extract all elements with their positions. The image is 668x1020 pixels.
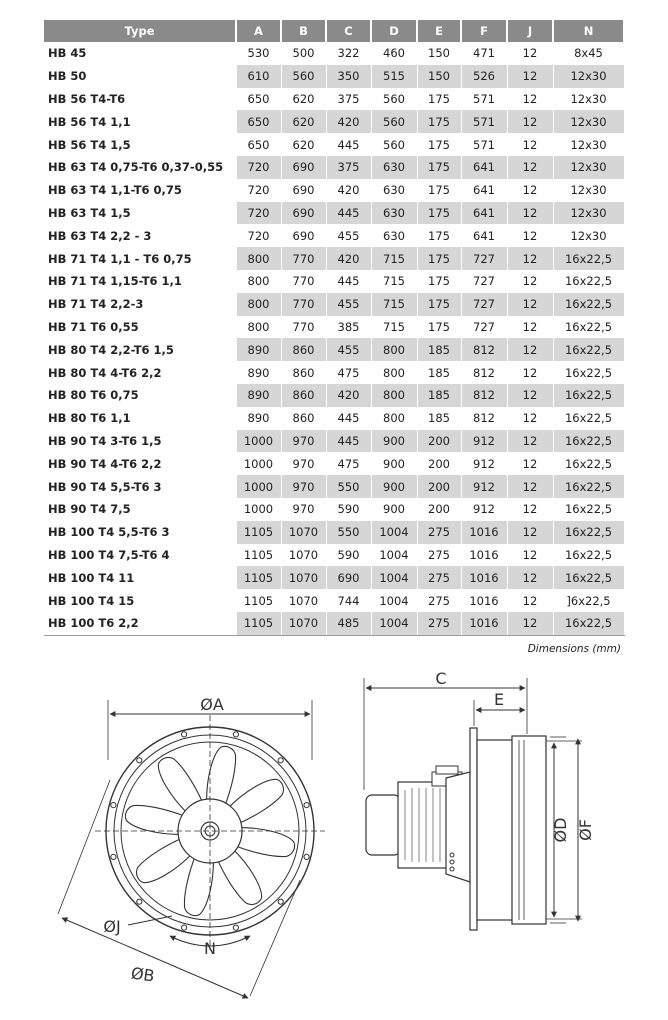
- dimension-cell: 185: [417, 407, 461, 430]
- dimension-cell: 12: [507, 498, 553, 521]
- table-row: [44, 179, 624, 202]
- dimension-cell: 12x30: [553, 88, 624, 111]
- dimension-cell: 375: [326, 88, 371, 111]
- dimension-cell: 12: [507, 316, 553, 339]
- dimension-cell: 16x22,5: [553, 498, 624, 521]
- dimension-cell: 812: [461, 407, 507, 430]
- dimension-cell: 12: [507, 430, 553, 453]
- bolt-hole: [233, 732, 238, 737]
- bolt-hole: [137, 758, 142, 763]
- dimension-cell: 970: [281, 475, 326, 498]
- dimension-cell: 720: [236, 202, 281, 225]
- dimension-cell: 860: [281, 384, 326, 407]
- dimension-cell: 970: [281, 430, 326, 453]
- dimension-cell: 727: [461, 247, 507, 270]
- dimension-cell: 455: [326, 224, 371, 247]
- label-c: C: [435, 669, 447, 688]
- table-row: [44, 270, 624, 293]
- dimension-cell: 800: [371, 384, 417, 407]
- dimension-cell: 12: [507, 224, 553, 247]
- dimension-cell: 620: [281, 110, 326, 133]
- dimension-cell: 12: [507, 589, 553, 612]
- type-cell: HB 100 T4 11: [44, 566, 236, 589]
- fan-blade: [181, 854, 217, 918]
- dimension-cell: 12: [507, 452, 553, 475]
- label-diameter-j: ØJ: [103, 917, 121, 936]
- dimension-cell: 590: [326, 544, 371, 567]
- type-cell: HB 100 T4 7,5-T6 4: [44, 544, 236, 567]
- dimension-cell: 175: [417, 293, 461, 316]
- table-row: [44, 589, 624, 612]
- dimension-cell: 460: [371, 42, 417, 65]
- dimension-cell: 12: [507, 521, 553, 544]
- dimension-cell: 1016: [461, 566, 507, 589]
- dimension-cell: 1004: [371, 521, 417, 544]
- dimension-cell: 560: [281, 65, 326, 88]
- dimension-cell: 690: [281, 202, 326, 225]
- dimension-cell: 445: [326, 202, 371, 225]
- dimension-cell: 200: [417, 430, 461, 453]
- dimension-cell: 890: [236, 361, 281, 384]
- type-cell: HB 56 T4 1,5: [44, 133, 236, 156]
- label-diameter-b: ØB: [129, 963, 156, 986]
- dimension-cell: 175: [417, 156, 461, 179]
- table-row: [44, 338, 624, 361]
- dimension-cell: 630: [371, 202, 417, 225]
- dimension-cell: 485: [326, 612, 371, 635]
- type-cell: HB 50: [44, 65, 236, 88]
- table-row: [44, 498, 624, 521]
- dimension-cell: 12: [507, 293, 553, 316]
- bolt-hole: [111, 803, 116, 808]
- dimension-cell: 445: [326, 430, 371, 453]
- dimension-cell: 175: [417, 316, 461, 339]
- table-row: [44, 475, 624, 498]
- dimension-cell: 175: [417, 224, 461, 247]
- dimension-cell: 1016: [461, 544, 507, 567]
- table-row: [44, 521, 624, 544]
- dimension-cell: 620: [281, 88, 326, 111]
- type-cell: HB 63 T4 1,5: [44, 202, 236, 225]
- dimension-cell: 12: [507, 156, 553, 179]
- table-row: [44, 156, 624, 179]
- column-header: Type: [44, 20, 236, 42]
- type-cell: HB 80 T4 2,2-T6 1,5: [44, 338, 236, 361]
- type-cell: HB 71 T6 0,55: [44, 316, 236, 339]
- dimension-cell: 12: [507, 612, 553, 635]
- dimension-cell: 690: [281, 179, 326, 202]
- dimension-cell: 16x22,5: [553, 293, 624, 316]
- dimension-cell: 12: [507, 247, 553, 270]
- dimension-cell: 175: [417, 133, 461, 156]
- bolt-hole: [182, 925, 187, 930]
- dimension-cell: 1004: [371, 544, 417, 567]
- dimension-cell: 175: [417, 270, 461, 293]
- dimension-cell: 727: [461, 316, 507, 339]
- dimension-cell: 720: [236, 179, 281, 202]
- dimension-cell: 1105: [236, 566, 281, 589]
- type-cell: HB 71 T4 1,1 - T6 0,75: [44, 247, 236, 270]
- dimension-cell: 770: [281, 247, 326, 270]
- dimension-cell: 890: [236, 338, 281, 361]
- dimension-cell: 175: [417, 202, 461, 225]
- table-row: [44, 293, 624, 316]
- dimension-cell: 455: [326, 338, 371, 361]
- dimension-cell: 641: [461, 156, 507, 179]
- label-diameter-d: ØD: [551, 817, 570, 843]
- table-row: [44, 133, 624, 156]
- dimension-cell: 445: [326, 133, 371, 156]
- dimension-cell: 515: [371, 65, 417, 88]
- dimension-cell: 610: [236, 65, 281, 88]
- bolt-hole: [278, 758, 283, 763]
- dimension-cell: 175: [417, 88, 461, 111]
- dimension-cell: 630: [371, 224, 417, 247]
- dimension-cell: ]6x22,5: [553, 589, 624, 612]
- dimension-cell: 550: [326, 475, 371, 498]
- dimension-cell: 16x22,5: [553, 430, 624, 453]
- dimension-cell: 800: [236, 316, 281, 339]
- type-cell: HB 100 T6 2,2: [44, 612, 236, 635]
- dimension-cell: 275: [417, 544, 461, 567]
- dimension-cell: 420: [326, 384, 371, 407]
- dimension-cell: 12: [507, 42, 553, 65]
- dimension-cell: 275: [417, 566, 461, 589]
- dimension-cell: 16x22,5: [553, 247, 624, 270]
- dimension-cell: 526: [461, 65, 507, 88]
- dimension-cell: 715: [371, 247, 417, 270]
- dimension-cell: 690: [326, 566, 371, 589]
- dimension-cell: 12: [507, 384, 553, 407]
- type-cell: HB 90 T4 4-T6 2,2: [44, 452, 236, 475]
- dimension-cell: 770: [281, 316, 326, 339]
- dimension-cell: 200: [417, 498, 461, 521]
- type-cell: HB 80 T6 1,1: [44, 407, 236, 430]
- dimension-cell: 12x30: [553, 65, 624, 88]
- type-cell: HB 63 T4 1,1-T6 0,75: [44, 179, 236, 202]
- bolt-hole: [111, 854, 116, 859]
- dimension-cell: 770: [281, 293, 326, 316]
- type-cell: HB 100 T4 5,5-T6 3: [44, 521, 236, 544]
- dimension-cell: 16x22,5: [553, 270, 624, 293]
- dimension-cell: 16x22,5: [553, 475, 624, 498]
- column-header: N: [553, 20, 624, 42]
- column-header: B: [281, 20, 326, 42]
- dimension-cell: 12: [507, 65, 553, 88]
- dimension-cell: 350: [326, 65, 371, 88]
- table-row: [44, 88, 624, 111]
- dimension-cell: 890: [236, 384, 281, 407]
- dimension-cell: 715: [371, 316, 417, 339]
- dimension-cell: 1105: [236, 544, 281, 567]
- dimension-cell: 727: [461, 270, 507, 293]
- dimension-cell: 12: [507, 88, 553, 111]
- table-row: [44, 247, 624, 270]
- table-row: [44, 384, 624, 407]
- dimension-cell: 1016: [461, 612, 507, 635]
- dimension-cell: 475: [326, 361, 371, 384]
- dimension-cell: 641: [461, 224, 507, 247]
- dimension-cell: 890: [236, 407, 281, 430]
- type-cell: HB 80 T6 0,75: [44, 384, 236, 407]
- type-cell: HB 56 T4 1,1: [44, 110, 236, 133]
- dimension-cell: 560: [371, 133, 417, 156]
- dimension-cell: 12x30: [553, 133, 624, 156]
- dimension-cell: 715: [371, 293, 417, 316]
- dimension-cell: 16x22,5: [553, 407, 624, 430]
- dimension-cell: 12: [507, 475, 553, 498]
- table-row: [44, 65, 624, 88]
- table-row: [44, 430, 624, 453]
- bolt-hole: [182, 732, 187, 737]
- dimension-cell: 860: [281, 361, 326, 384]
- dimension-cell: 1105: [236, 589, 281, 612]
- dimension-cell: 770: [281, 270, 326, 293]
- fan-dimension-drawing: [0, 660, 668, 1020]
- label-e: E: [493, 690, 505, 709]
- dimension-cell: 571: [461, 133, 507, 156]
- bolt-hole: [137, 899, 142, 904]
- dimension-cell: 12x30: [553, 110, 624, 133]
- dimension-cell: 200: [417, 475, 461, 498]
- fan-blade: [233, 824, 297, 860]
- dimension-cell: 1105: [236, 521, 281, 544]
- dimension-cell: 455: [326, 293, 371, 316]
- dimension-cell: 912: [461, 430, 507, 453]
- dimension-cell: 275: [417, 612, 461, 635]
- table-header-row: [44, 20, 624, 42]
- front-view: [58, 700, 325, 998]
- dimension-cell: 175: [417, 110, 461, 133]
- column-header: J: [507, 20, 553, 42]
- bolt-hole: [304, 854, 309, 859]
- dimension-cell: 8x45: [553, 42, 624, 65]
- dimension-cell: 12: [507, 133, 553, 156]
- dimension-cell: 800: [236, 293, 281, 316]
- dimension-cell: 1105: [236, 612, 281, 635]
- bolt-hole: [233, 925, 238, 930]
- dimension-cell: 1004: [371, 612, 417, 635]
- table-row: [44, 407, 624, 430]
- dimension-cell: 1070: [281, 589, 326, 612]
- dimension-cell: 912: [461, 498, 507, 521]
- column-header: C: [326, 20, 371, 42]
- dimension-cell: 475: [326, 452, 371, 475]
- column-header: F: [461, 20, 507, 42]
- dimension-cell: 715: [371, 270, 417, 293]
- type-cell: HB 63 T4 2,2 - 3: [44, 224, 236, 247]
- type-cell: HB 71 T4 1,15-T6 1,1: [44, 270, 236, 293]
- dimension-cell: 641: [461, 202, 507, 225]
- type-cell: HB 80 T4 4-T6 2,2: [44, 361, 236, 384]
- table-row: [44, 202, 624, 225]
- dimension-cell: 650: [236, 133, 281, 156]
- label-n: N: [204, 939, 216, 958]
- dimension-cell: 275: [417, 521, 461, 544]
- dimension-cell: 1070: [281, 544, 326, 567]
- dimension-cell: 800: [371, 338, 417, 361]
- dimension-cell: 16x22,5: [553, 316, 624, 339]
- dimension-cell: 420: [326, 247, 371, 270]
- dimension-cell: 1000: [236, 452, 281, 475]
- dimension-cell: 12x30: [553, 224, 624, 247]
- dimension-cell: 560: [371, 110, 417, 133]
- dimension-cell: 185: [417, 338, 461, 361]
- dimension-cell: 571: [461, 110, 507, 133]
- dimension-cell: 185: [417, 384, 461, 407]
- type-cell: HB 56 T4-T6: [44, 88, 236, 111]
- dimension-cell: 12: [507, 179, 553, 202]
- type-cell: HB 90 T4 7,5: [44, 498, 236, 521]
- dimension-cell: 690: [281, 224, 326, 247]
- bolt-hole: [278, 899, 283, 904]
- dimension-cell: 12: [507, 407, 553, 430]
- type-cell: HB 90 T4 3-T6 1,5: [44, 430, 236, 453]
- table-row: [44, 42, 624, 65]
- dimension-cell: 560: [371, 88, 417, 111]
- dimension-cell: 590: [326, 498, 371, 521]
- dimension-cell: 12x30: [553, 179, 624, 202]
- dimension-cell: 420: [326, 179, 371, 202]
- dimension-cell: 1000: [236, 430, 281, 453]
- dimension-cell: 571: [461, 88, 507, 111]
- column-header: D: [371, 20, 417, 42]
- table-row: [44, 452, 624, 475]
- dimension-cell: 1070: [281, 612, 326, 635]
- dimension-cell: 175: [417, 179, 461, 202]
- dimension-cell: 650: [236, 110, 281, 133]
- bolt-hole: [304, 803, 309, 808]
- dimension-cell: 727: [461, 293, 507, 316]
- table-row: [44, 316, 624, 339]
- dimension-cell: 800: [236, 247, 281, 270]
- dimension-cell: 12: [507, 202, 553, 225]
- dimension-cell: 16x22,5: [553, 566, 624, 589]
- dimension-cell: 860: [281, 407, 326, 430]
- dimension-cell: 812: [461, 338, 507, 361]
- dimension-cell: 900: [371, 475, 417, 498]
- dimension-cell: 812: [461, 361, 507, 384]
- dimension-cell: 16x22,5: [553, 384, 624, 407]
- dimension-cell: 16x22,5: [553, 452, 624, 475]
- dimension-cell: 12: [507, 338, 553, 361]
- dimension-cell: 471: [461, 42, 507, 65]
- dimension-cell: 275: [417, 589, 461, 612]
- dimension-cell: 375: [326, 156, 371, 179]
- dimension-cell: 185: [417, 361, 461, 384]
- dimension-cell: 970: [281, 452, 326, 475]
- dimension-cell: 1016: [461, 521, 507, 544]
- dimension-cell: 970: [281, 498, 326, 521]
- dimension-cell: 1070: [281, 521, 326, 544]
- dimension-cell: 630: [371, 179, 417, 202]
- dimension-cell: 720: [236, 156, 281, 179]
- dimension-cell: 12x30: [553, 156, 624, 179]
- dimension-cell: 150: [417, 42, 461, 65]
- dimensions-note: Dimensions (mm): [527, 643, 621, 655]
- dimension-cell: 550: [326, 521, 371, 544]
- dimension-cell: 900: [371, 430, 417, 453]
- type-cell: HB 63 T4 0,75-T6 0,37-0,55: [44, 156, 236, 179]
- dimension-cell: 12x30: [553, 202, 624, 225]
- dimension-cell: 744: [326, 589, 371, 612]
- dimension-cell: 1000: [236, 475, 281, 498]
- dimension-cell: 16x22,5: [553, 338, 624, 361]
- table-row: [44, 544, 624, 567]
- dimension-cell: 912: [461, 475, 507, 498]
- dimension-cell: 445: [326, 407, 371, 430]
- dimension-cell: 12: [507, 361, 553, 384]
- dimension-cell: 175: [417, 247, 461, 270]
- dimension-cell: 690: [281, 156, 326, 179]
- table-row: [44, 612, 624, 635]
- dimension-cell: 1004: [371, 589, 417, 612]
- dimension-cell: 322: [326, 42, 371, 65]
- dimension-cell: 16x22,5: [553, 544, 624, 567]
- dimension-cell: 1004: [371, 566, 417, 589]
- dimension-cell: 16x22,5: [553, 521, 624, 544]
- dimension-cell: 912: [461, 452, 507, 475]
- dimension-cell: 12: [507, 566, 553, 589]
- dimension-cell: 620: [281, 133, 326, 156]
- type-cell: HB 71 T4 2,2-3: [44, 293, 236, 316]
- side-view: [366, 728, 546, 930]
- dimension-cell: 200: [417, 452, 461, 475]
- table-row: [44, 566, 624, 589]
- type-cell: HB 45: [44, 42, 236, 65]
- dimension-cell: 641: [461, 179, 507, 202]
- dimension-cell: 720: [236, 224, 281, 247]
- fan-blade: [123, 802, 187, 838]
- dimension-cell: 12: [507, 544, 553, 567]
- type-cell: HB 100 T4 15: [44, 589, 236, 612]
- type-cell: HB 90 T4 5,5-T6 3: [44, 475, 236, 498]
- label-diameter-a: ØA: [200, 695, 224, 714]
- dimension-cell: 12: [507, 270, 553, 293]
- dimension-cell: 445: [326, 270, 371, 293]
- dimension-cell: 12: [507, 110, 553, 133]
- dimension-cell: 16x22,5: [553, 612, 624, 635]
- fan-blade: [203, 744, 239, 808]
- table-row: [44, 361, 624, 384]
- dimension-cell: 420: [326, 110, 371, 133]
- dimension-cell: 800: [236, 270, 281, 293]
- dimension-cell: 630: [371, 156, 417, 179]
- dimension-cell: 800: [371, 361, 417, 384]
- column-header: E: [417, 20, 461, 42]
- dimension-cell: 860: [281, 338, 326, 361]
- dimension-cell: 16x22,5: [553, 361, 624, 384]
- dimension-cell: 900: [371, 452, 417, 475]
- dimension-cell: 385: [326, 316, 371, 339]
- dimension-cell: 530: [236, 42, 281, 65]
- table-row: [44, 110, 624, 133]
- dimension-cell: 1016: [461, 589, 507, 612]
- dimensions-table: [44, 20, 625, 636]
- dimension-cell: 1000: [236, 498, 281, 521]
- label-diameter-f: ØF: [576, 819, 595, 841]
- dimension-cell: 1070: [281, 566, 326, 589]
- dimension-cell: 800: [371, 407, 417, 430]
- column-header: A: [236, 20, 281, 42]
- dimension-cell: 650: [236, 88, 281, 111]
- dimension-cell: 500: [281, 42, 326, 65]
- table-row: [44, 224, 624, 247]
- dimension-cell: 900: [371, 498, 417, 521]
- dimension-cell: 150: [417, 65, 461, 88]
- dimension-cell: 812: [461, 384, 507, 407]
